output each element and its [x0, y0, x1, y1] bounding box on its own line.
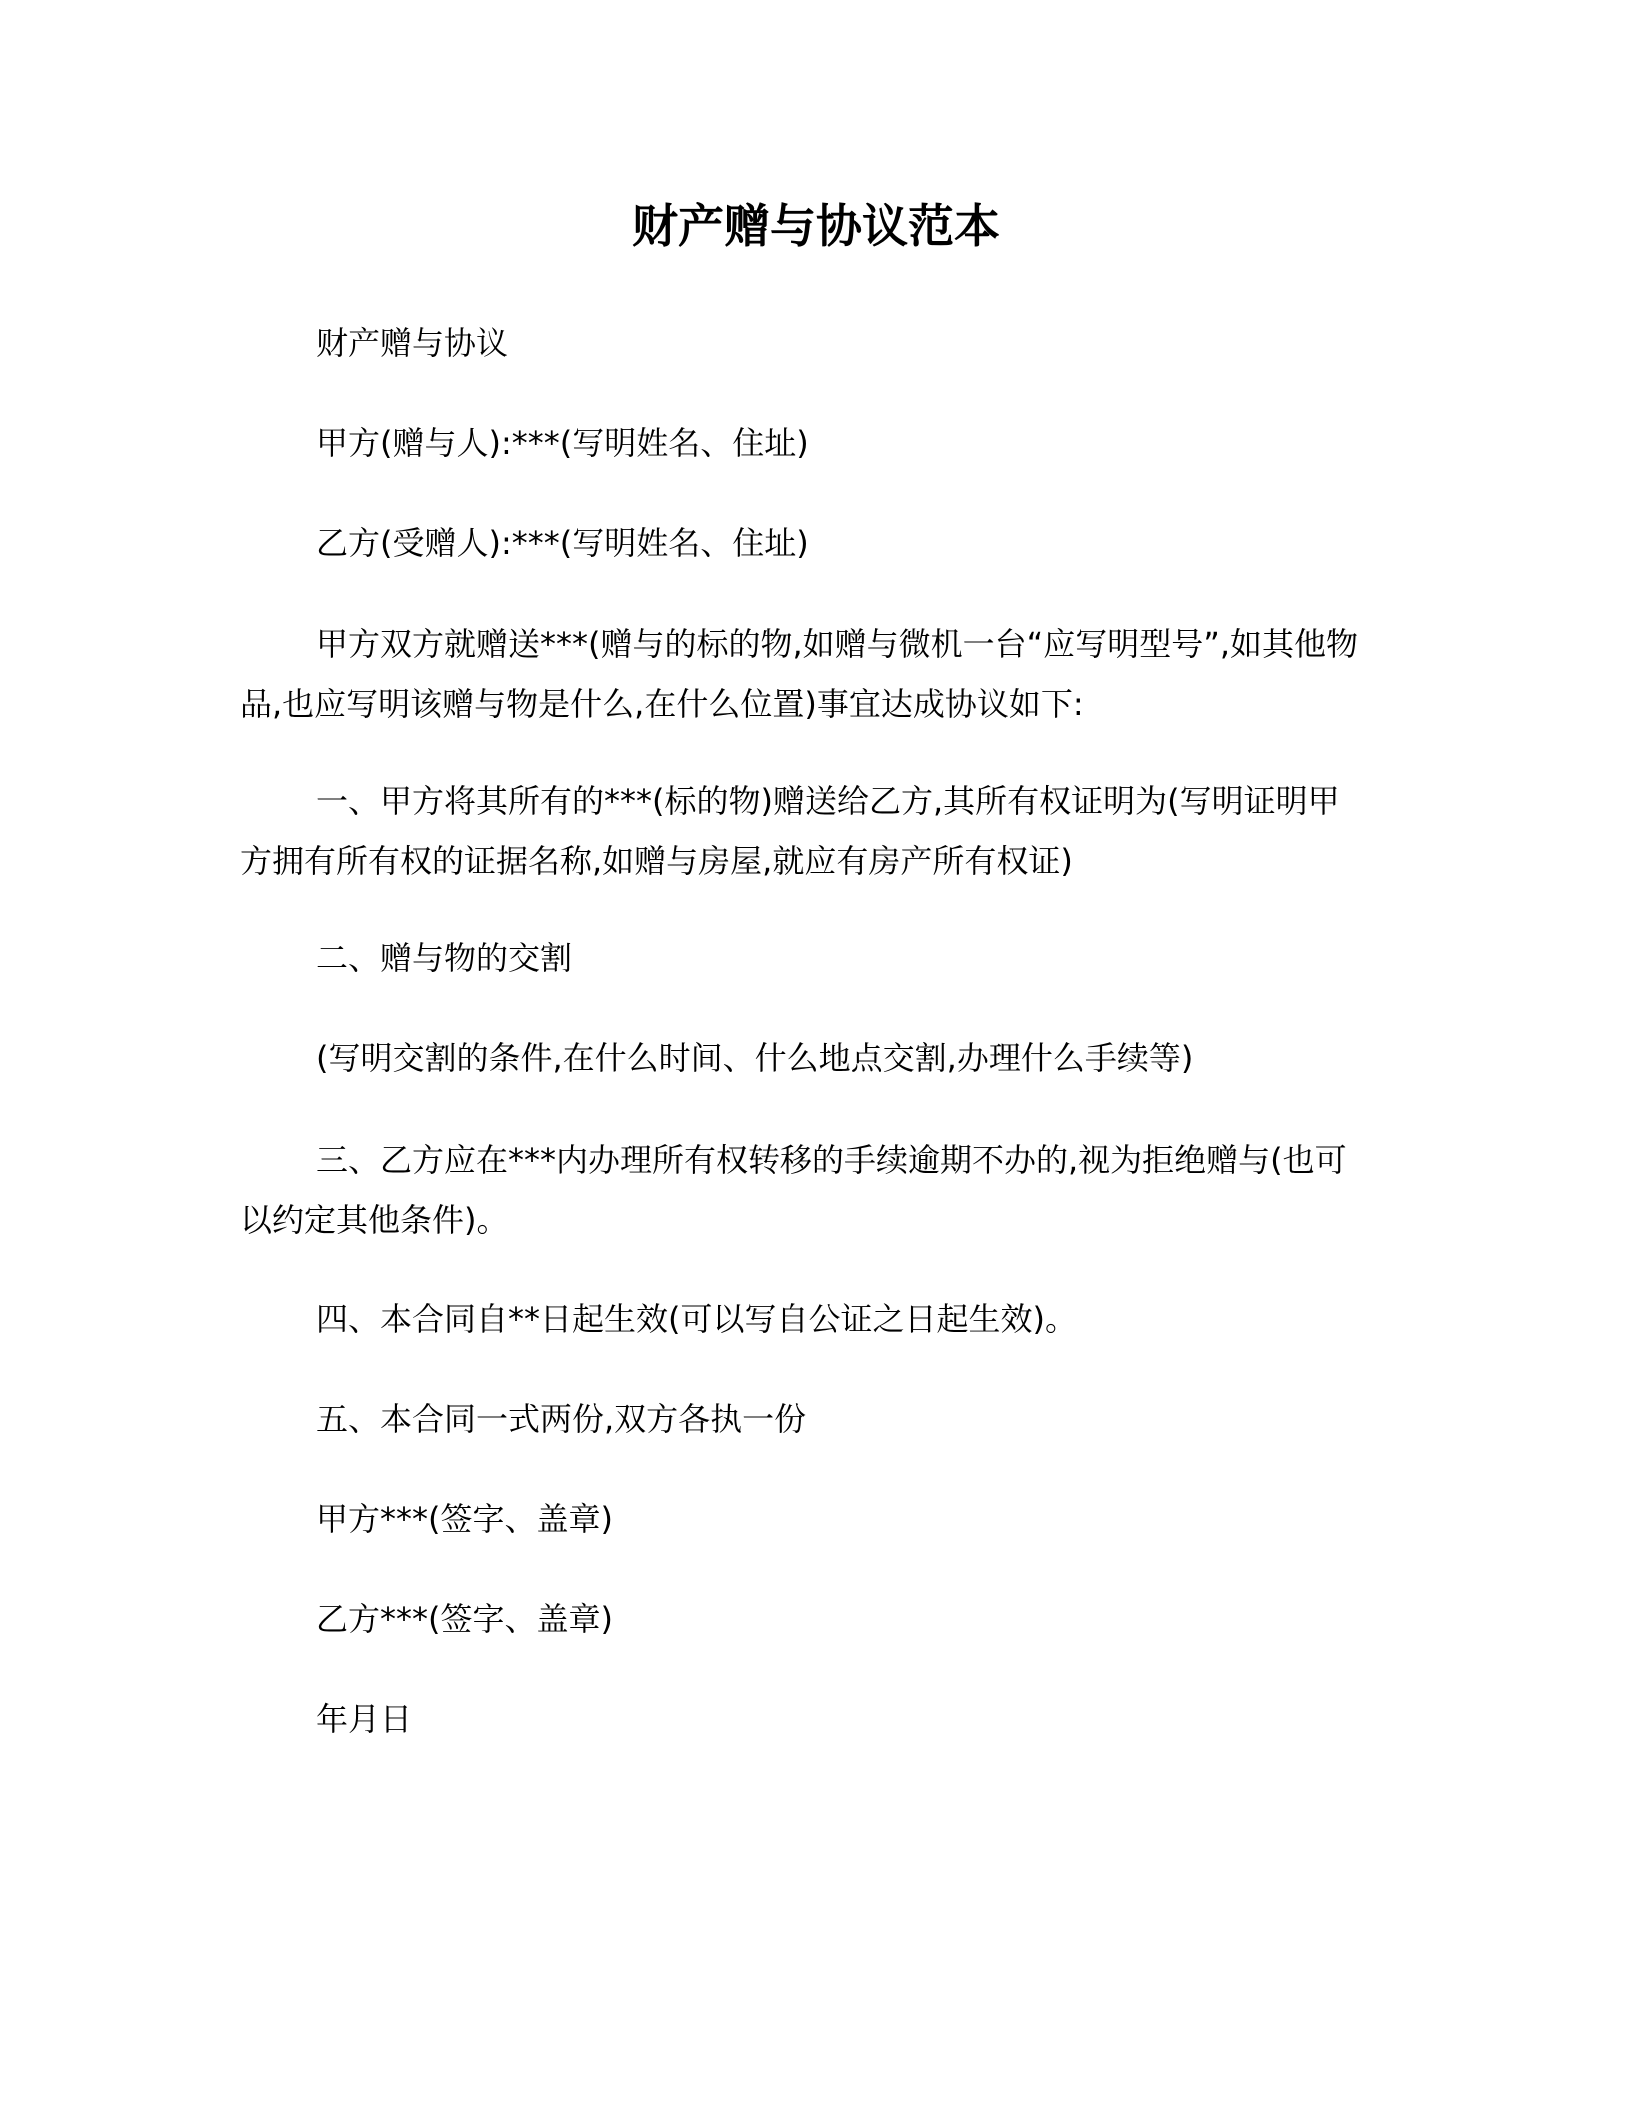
clause-one: 一、甲方将其所有的***(标的物)赠送给乙方,其所有权证明为(写明证明甲方拥有所有权的证据名称,如赠与房屋,就应有房产所有权证)	[240, 782, 1340, 880]
clause-four: 四、本合同自**日起生效(可以写自公证之日起生效)。	[316, 1300, 1077, 1338]
clause-five: 五、本合同一式两份,双方各执一份	[316, 1400, 807, 1438]
agreement-heading: 财产赠与协议	[316, 324, 509, 362]
party-a-signature: 甲方***(签字、盖章)	[316, 1500, 613, 1538]
preamble-paragraph: 甲方双方就赠送***(赠与的标的物,如赠与微机一台“应写明型号”,如其他物品,也应写明该赠与物是什么,在什么位置)事宜达成协议如下:	[240, 625, 1358, 723]
party-a-line: 甲方(赠与人):***(写明姓名、住址)	[316, 424, 809, 462]
party-b-signature: 乙方***(签字、盖章)	[316, 1600, 613, 1638]
document-title: 财产赠与协议范本	[632, 199, 1000, 253]
party-b-line: 乙方(受赠人):***(写明姓名、住址)	[316, 524, 809, 562]
date-line: 年月日	[316, 1700, 413, 1738]
clause-two-heading: 二、赠与物的交割	[316, 939, 573, 977]
clause-two-detail: (写明交割的条件,在什么时间、什么地点交割,办理什么手续等)	[316, 1039, 1194, 1077]
clause-three: 三、乙方应在***内办理所有权转移的手续逾期不办的,视为拒绝赠与(也可以约定其他条件)。	[240, 1141, 1347, 1239]
